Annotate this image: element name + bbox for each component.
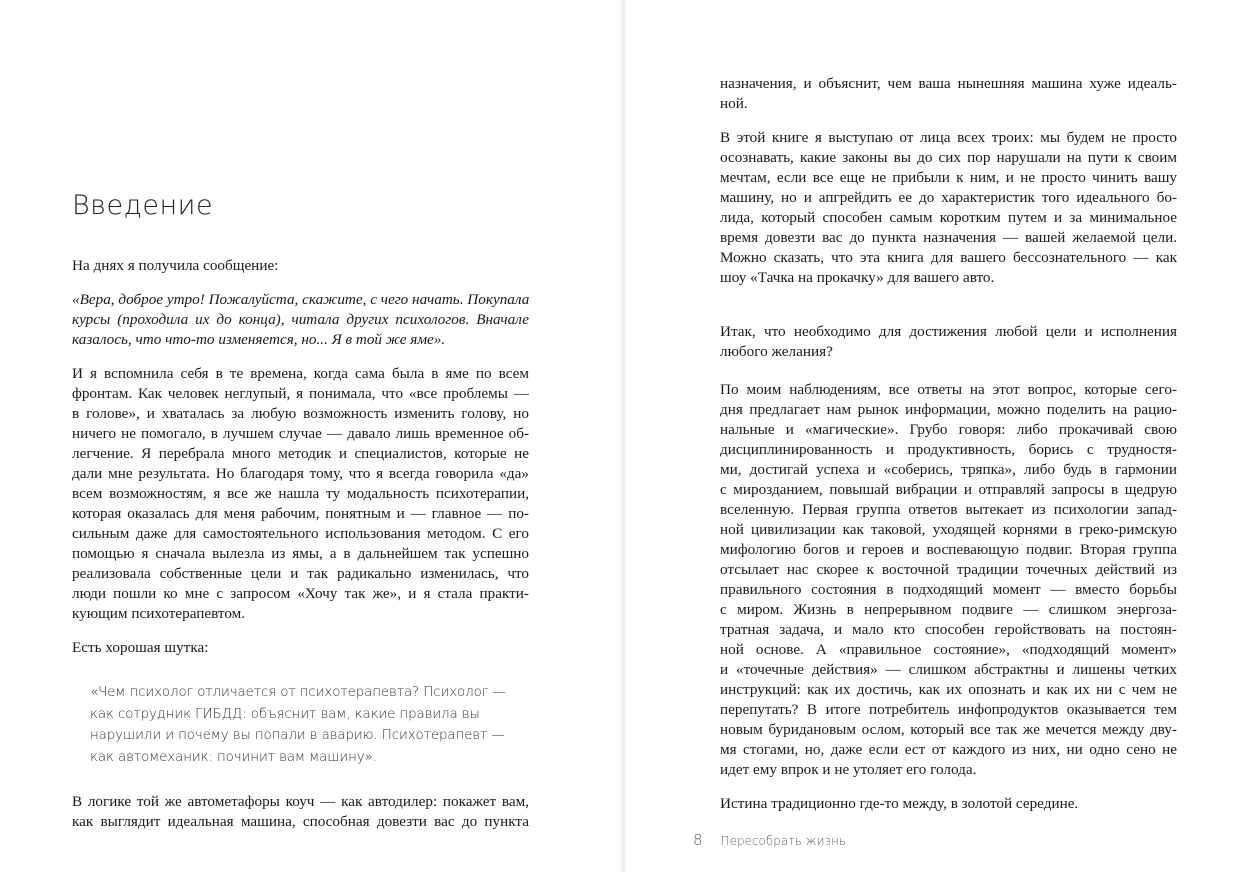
text-line: перепутать? В итоге потребитель инфопродуктов оказывается тем (720, 701, 1177, 718)
running-header-book-title: Пересобрать жизнь (720, 834, 846, 848)
text-line: время довезти вас до пункта назначения — вашей желаемой цели. (720, 229, 1177, 246)
text-line: в голове», и хваталась за любую возможность изменить голову, но (72, 405, 529, 422)
text-line: новым буридановым ослом, который все так же мечется между дву- (720, 721, 1177, 738)
text-line: с мирозданием, повышай вибрации и отправляй запросы в щедрую (720, 481, 1177, 498)
paragraph (72, 792, 529, 832)
text-line: вселенную. Первая группа ответов вытекает из психологии запад- (720, 501, 1177, 518)
page-footer-right (693, 831, 846, 849)
text-line: фронтам. Как человек неглупый, я понимала, что «все проблемы — (72, 385, 529, 402)
text-line: ми, достигай успеха и «соберись, тряпка», либо будь в гармонии (720, 461, 1177, 478)
text-line: правильного состояния в подходящий момент — вместо борьбы (720, 581, 1177, 598)
quote-line: как автомеханик: починит вам машину». (90, 749, 377, 765)
text-line: и «точечные действия» — слишком абстрактны и лишены четких (720, 661, 1177, 678)
text-line: Можно сказать, что эта книга для вашего бессознательного — как (720, 249, 1177, 266)
left-page (0, 0, 622, 872)
text-line: казалось, что что-то изменяется, но... Я в той же яме». (72, 331, 446, 348)
text-line: дали мне результата. Но благодаря тому, что я всегда говорила «да» (72, 465, 529, 482)
text-line: назначения, и объяснит, чем ваша нынешняя машина хуже идеаль- (720, 75, 1177, 92)
text-line: дисциплинированность и продуктивность, борись с трудностя- (720, 441, 1177, 458)
text-line: мифологию богов и героев и воспевающую подвиг. Вторая группа (720, 541, 1177, 558)
text-line: всем возможностям, я все же нашла ту модальность психотерапии, (72, 485, 529, 502)
paragraph (720, 322, 1177, 362)
text-line: тратная задача, и мало кто способен геройствовать на постоян- (720, 621, 1177, 638)
quote-line: «Чем психолог отличается от психотерапевта? Психолог — (90, 685, 506, 700)
text-line: машину, но и апгрейдить ее до характеристик того идеального бо- (720, 189, 1177, 206)
paragraph (720, 128, 1177, 288)
right-page-body (720, 74, 1177, 814)
text-line: осознавать, какие законы вы до сих пор нарушали на пути к своим (720, 149, 1177, 166)
paragraph (72, 364, 529, 624)
text-line: ной. (720, 95, 748, 112)
text-line: Итак, что необходимо для достижения любой цели и исполнения (720, 323, 1177, 340)
text-line: с миром. Жизнь в непрерывном подвиге — слишком энергоза- (720, 601, 1177, 618)
text-line: сильным даже для самостоятельного использования методом. С его (72, 525, 529, 542)
paragraph (720, 74, 1177, 114)
left-page-body (72, 256, 529, 832)
text-line: идет ему впрок и не утоляет его голода. (720, 761, 977, 778)
text-line: И я вспомнила себя в те времена, когда сама была в яме по всем (72, 365, 529, 382)
text-line: которая оказалась для меня рабочим, понятным и — главное — по- (72, 505, 529, 522)
text-line: мя стогами, но, даже если ест от каждого из них, ни одно сено не (720, 741, 1177, 758)
joke-quote (72, 682, 529, 768)
text-line: помощью я сначала вылезла из ямы, а в дальнейшем так успешно (72, 545, 529, 562)
text-line: ной цивилизации как таковой, уходящей корнями в греко-римскую (720, 521, 1177, 538)
paragraph: На днях я получила сообщение: (72, 257, 279, 274)
text-line: ной основе. А «правильное состояние», «подходящий момент» (720, 641, 1177, 658)
text-line: дня предлагает нам рынок информации, можно поделить на рацио- (720, 401, 1177, 418)
text-line: легчение. Я перебрала много методик и специалистов, которые не (72, 445, 529, 462)
quoted-message (72, 290, 529, 350)
text-line: кующим психотерапевтом. (72, 605, 246, 622)
chapter-title: Введение (72, 190, 214, 221)
text-line: шоу «Тачка на прокачку» для вашего авто. (720, 269, 995, 286)
text-line: В этой книге я выступаю от лица всех троих: мы будем не просто (720, 129, 1177, 146)
quote-line: нарушили и почему вы попали в аварию. Психотерапевт — (90, 728, 505, 743)
text-line: реализовала собственные цели и так радикально изменилась, что (72, 565, 529, 582)
quote-line: как сотрудник ГИБДД: объяснит вам, какие правила вы (90, 706, 480, 722)
paragraph (720, 380, 1177, 780)
text-line: В логике той же автометафоры коуч — как автодилер: покажет вам, (72, 793, 529, 810)
text-line: как выглядит идеальная машина, способная довезти вас до пункта (72, 813, 529, 830)
text-line: курсы (проходила их до конца), читала других психологов. Вначале (72, 311, 529, 328)
text-line: люди пошли ко мне с запросом «Хочу так же», и я стала практи- (72, 585, 529, 602)
paragraph: Истина традиционно где-то между, в золотой середине. (720, 795, 1079, 812)
text-line: ничего не помогало, в лучшем случае — давало лишь временное об- (72, 425, 529, 442)
text-line: лида, который способен самым коротким путем и за минимальное (720, 209, 1177, 226)
text-line: отсылает нас скорее к восточной традиции точечных действий из (720, 561, 1177, 578)
text-line: «Вера, доброе утро! Пожалуйста, скажите, с чего начать. Покупала (72, 291, 530, 308)
paragraph: Есть хорошая шутка: (72, 639, 209, 656)
text-line: По моим наблюдениям, все ответы на этот вопрос, которые сего- (720, 381, 1177, 398)
text-line: нальные и «магические». Грубо говоря: либо прокачивай свою (720, 421, 1177, 438)
page-number: 8 (693, 831, 703, 849)
text-line: мечтам, если все еще не прибыли к ним, и не просто чинить вашу (720, 169, 1177, 186)
text-line: инструкций: как их достичь, как их опознать и как их ни с чем не (720, 681, 1177, 698)
text-line: любого желания? (720, 343, 833, 360)
